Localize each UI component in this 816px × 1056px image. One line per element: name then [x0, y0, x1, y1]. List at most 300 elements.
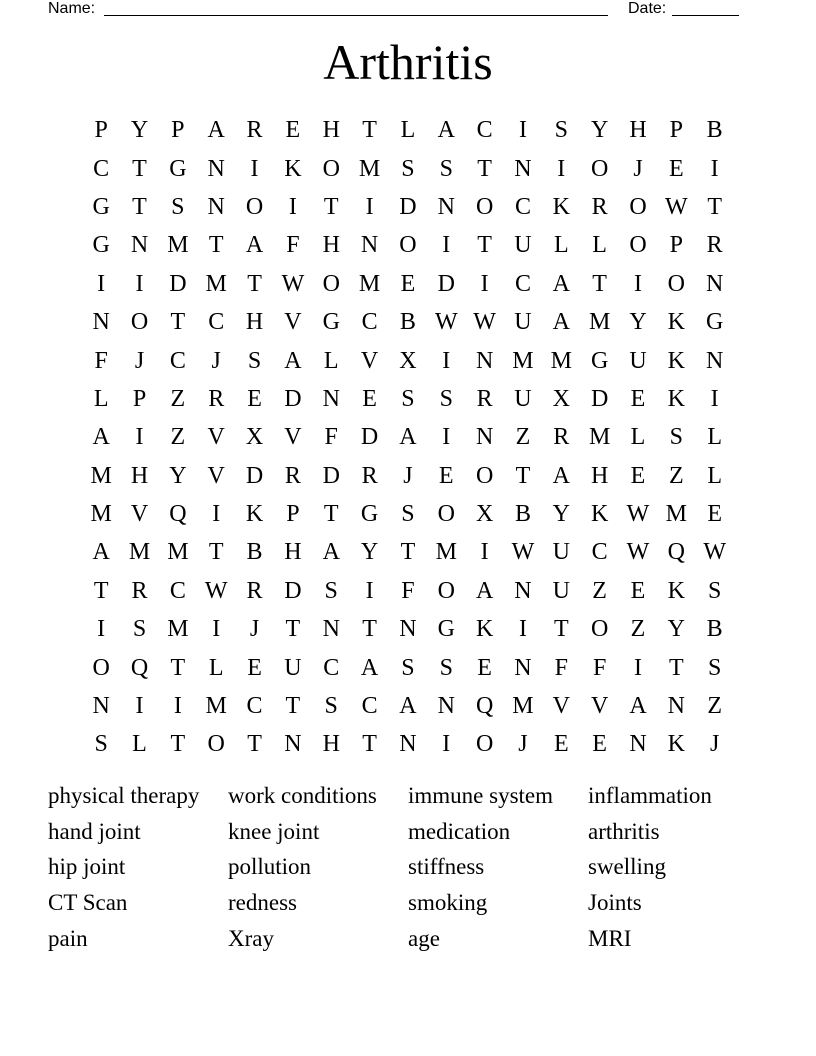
grid-letter[interactable]: T	[208, 232, 224, 259]
date-label: Date:	[628, 0, 667, 17]
grid-letter[interactable]: K	[667, 731, 685, 758]
name-field-line[interactable]	[104, 15, 608, 16]
grid-letter[interactable]: T	[323, 193, 339, 220]
grid-letter[interactable]: K	[245, 501, 264, 528]
grid-letter[interactable]: H	[130, 462, 149, 489]
grid-letter[interactable]: Q	[169, 501, 187, 528]
grid-letter[interactable]: E	[630, 462, 646, 489]
grid-letter[interactable]: B	[706, 117, 723, 144]
grid-letter[interactable]: S	[94, 731, 108, 758]
grid-letter[interactable]: Q	[667, 539, 685, 566]
grid-letter[interactable]: U	[514, 385, 532, 412]
grid-letter[interactable]: C	[514, 193, 531, 220]
grid-letter[interactable]: Z	[592, 577, 607, 604]
grid-letter[interactable]: T	[132, 155, 147, 182]
grid-letter[interactable]: T	[592, 270, 607, 297]
grid-letter[interactable]: O	[667, 270, 685, 297]
grid-row	[82, 265, 734, 303]
grid-letter[interactable]: I	[710, 155, 719, 182]
grid-letter[interactable]: N	[514, 654, 532, 681]
grid-letter[interactable]: K	[590, 501, 609, 528]
grid-letter[interactable]: M	[550, 347, 572, 374]
grid-letter[interactable]: S	[132, 616, 147, 643]
grid-letter[interactable]: N	[667, 693, 685, 720]
grid-letter[interactable]: N	[92, 309, 110, 336]
grid-letter[interactable]: R	[131, 577, 148, 604]
grid-letter[interactable]: H	[245, 309, 264, 336]
grid-letter[interactable]: A	[475, 577, 494, 604]
grid-letter[interactable]: L	[93, 385, 109, 412]
grid-letter[interactable]: I	[212, 501, 221, 528]
grid-letter[interactable]: I	[518, 117, 527, 144]
grid-letter[interactable]: K	[667, 309, 685, 336]
grid-letter[interactable]: M	[512, 347, 534, 374]
grid-letter[interactable]: A	[437, 117, 455, 144]
grid-letter[interactable]: W	[703, 539, 726, 566]
grid-letter[interactable]: H	[322, 117, 340, 144]
grid-letter[interactable]: S	[707, 577, 722, 604]
grid-letter[interactable]: J	[211, 347, 221, 374]
grid-letter[interactable]: E	[668, 155, 684, 182]
grid-letter[interactable]: I	[518, 616, 527, 643]
grid-letter[interactable]: N	[475, 347, 494, 374]
grid-letter[interactable]: C	[591, 539, 608, 566]
grid-letter[interactable]: S	[401, 155, 415, 182]
grid-letter[interactable]: O	[590, 155, 609, 182]
grid-letter[interactable]: S	[171, 193, 185, 220]
grid-letter[interactable]: I	[135, 270, 144, 297]
grid-letter[interactable]: V	[207, 462, 225, 489]
grid-letter[interactable]: T	[707, 193, 722, 220]
grid-letter[interactable]: V	[590, 693, 609, 720]
grid-letter[interactable]: T	[93, 577, 109, 604]
grid-letter[interactable]: J	[633, 155, 643, 182]
grid-letter[interactable]: S	[439, 385, 453, 412]
grid-letter[interactable]: S	[324, 577, 338, 604]
grid-letter[interactable]: L	[592, 232, 607, 259]
grid-letter[interactable]: R	[553, 424, 570, 451]
grid-letter[interactable]: M	[90, 462, 112, 489]
grid-letter[interactable]: A	[360, 654, 379, 681]
grid-letter[interactable]: G	[360, 501, 379, 528]
grid-letter[interactable]: N	[207, 155, 225, 182]
grid-letter[interactable]: N	[130, 232, 149, 259]
grid-letter[interactable]: T	[362, 117, 377, 144]
grid-letter[interactable]: M	[358, 270, 381, 297]
grid-letter[interactable]: R	[246, 117, 263, 144]
grid-letter[interactable]: B	[514, 501, 531, 528]
grid-letter[interactable]: A	[284, 347, 302, 374]
grid-letter[interactable]: T	[170, 731, 186, 758]
grid-letter[interactable]: O	[322, 270, 340, 297]
grid-letter[interactable]: S	[554, 117, 568, 144]
grid-row	[82, 648, 734, 686]
grid-letter[interactable]: C	[169, 577, 186, 604]
grid-letter[interactable]: O	[437, 501, 455, 528]
grid-letter[interactable]: C	[93, 155, 110, 182]
grid-letter[interactable]: S	[669, 424, 683, 451]
grid-letter[interactable]: T	[323, 501, 339, 528]
grid-letter[interactable]: O	[629, 232, 647, 259]
grid-letter[interactable]: A	[552, 462, 570, 489]
grid-letter[interactable]: F	[286, 232, 300, 259]
grid-letter[interactable]: E	[438, 462, 454, 489]
grid-letter[interactable]: U	[629, 347, 647, 374]
grid-letter[interactable]: C	[361, 309, 378, 336]
grid-letter[interactable]: I	[97, 270, 106, 297]
grid-letter[interactable]: W	[434, 309, 458, 336]
grid-letter[interactable]: O	[590, 616, 609, 643]
grid-letter[interactable]: G	[169, 155, 187, 182]
grid-letter[interactable]: C	[323, 654, 340, 681]
grid-letter[interactable]: G	[92, 232, 110, 259]
grid-letter[interactable]: V	[130, 501, 149, 528]
grid-letter[interactable]: E	[477, 654, 492, 681]
grid-letter[interactable]: L	[400, 117, 416, 144]
grid-letter[interactable]: O	[475, 462, 494, 489]
grid-letter[interactable]: E	[592, 731, 607, 758]
grid-letter[interactable]: S	[401, 501, 415, 528]
grid-letter[interactable]: O	[207, 731, 225, 758]
grid-letter[interactable]: I	[173, 693, 182, 720]
grid-letter[interactable]: N	[437, 693, 455, 720]
grid-letter[interactable]: T	[170, 654, 186, 681]
grid-letter[interactable]: Z	[170, 385, 186, 412]
grid-letter[interactable]: E	[400, 270, 416, 297]
grid-letter[interactable]: A	[92, 424, 110, 451]
grid-letter[interactable]: C	[514, 270, 531, 297]
grid-letter[interactable]: H	[322, 731, 340, 758]
grid-letter[interactable]: P	[94, 117, 108, 144]
grid-letter[interactable]: T	[477, 155, 492, 182]
grid-letter[interactable]: Y	[590, 117, 609, 144]
grid-letter[interactable]: I	[365, 193, 374, 220]
grid-letter[interactable]: L	[707, 424, 722, 451]
grid-letter[interactable]: M	[358, 155, 381, 182]
grid-letter[interactable]: M	[512, 693, 534, 720]
grid-letter[interactable]: I	[557, 155, 566, 182]
grid-letter[interactable]: C	[208, 309, 225, 336]
grid-letter[interactable]: D	[399, 193, 417, 220]
grid-letter[interactable]: O	[322, 155, 340, 182]
grid-letter[interactable]: T	[247, 270, 262, 297]
grid-letter[interactable]: A	[245, 232, 264, 259]
grid-letter[interactable]: S	[247, 347, 262, 374]
grid-letter[interactable]: N	[322, 385, 340, 412]
grid-letter[interactable]: W	[665, 193, 688, 220]
grid-letter[interactable]: Z	[668, 462, 684, 489]
grid-letter[interactable]: T	[247, 731, 262, 758]
grid-letter[interactable]: S	[439, 155, 453, 182]
grid-letter[interactable]: A	[552, 309, 570, 336]
grid-letter[interactable]: O	[399, 232, 417, 259]
word-list-item: inflammation	[588, 782, 712, 808]
grid-letter[interactable]: A	[629, 693, 647, 720]
grid-letter[interactable]: Z	[515, 424, 531, 451]
grid-letter[interactable]: C	[246, 693, 263, 720]
grid-letter[interactable]: D	[245, 462, 264, 489]
grid-letter[interactable]: K	[284, 155, 302, 182]
grid-letter[interactable]: B	[246, 539, 263, 566]
grid-letter[interactable]: Q	[130, 654, 149, 681]
grid-letter[interactable]: I	[250, 155, 259, 182]
grid-letter[interactable]: H	[629, 117, 647, 144]
grid-letter[interactable]: A	[92, 539, 110, 566]
grid-letter[interactable]: K	[475, 616, 494, 643]
grid-letter[interactable]: N	[207, 193, 225, 220]
grid-letter[interactable]: W	[473, 309, 496, 336]
grid-letter[interactable]: M	[167, 539, 189, 566]
grid-letter[interactable]: L	[630, 424, 646, 451]
grid-letter[interactable]: D	[169, 270, 187, 297]
grid-letter[interactable]: G	[322, 309, 340, 336]
grid-letter[interactable]: M	[167, 616, 189, 643]
grid-letter[interactable]: N	[706, 347, 724, 374]
grid-letter[interactable]: E	[707, 501, 722, 528]
grid-letter[interactable]: E	[285, 117, 301, 144]
grid-letter[interactable]: K	[667, 347, 685, 374]
grid-letter[interactable]: O	[130, 309, 149, 336]
grid-letter[interactable]: N	[284, 731, 302, 758]
grid-letter[interactable]: M	[588, 424, 611, 451]
grid-letter[interactable]: U	[552, 539, 570, 566]
grid-letter[interactable]: J	[518, 731, 528, 758]
grid-letter[interactable]: B	[706, 616, 723, 643]
grid-letter[interactable]: T	[400, 539, 416, 566]
grid-letter[interactable]: D	[437, 270, 455, 297]
grid-letter[interactable]: T	[132, 193, 147, 220]
grid-letter[interactable]: I	[710, 385, 719, 412]
grid-letter[interactable]: R	[284, 462, 301, 489]
grid-letter[interactable]: S	[324, 693, 338, 720]
grid-letter[interactable]: W	[511, 539, 535, 566]
grid-letter[interactable]: A	[399, 424, 417, 451]
grid-letter[interactable]: N	[399, 616, 417, 643]
grid-letter[interactable]: I	[97, 616, 106, 643]
grid-letter[interactable]: M	[205, 693, 227, 720]
grid-letter[interactable]: G	[92, 193, 110, 220]
grid-letter[interactable]: D	[360, 424, 379, 451]
grid-letter[interactable]: S	[439, 654, 453, 681]
grid-letter[interactable]: T	[668, 654, 684, 681]
grid-letter[interactable]: Z	[707, 693, 722, 720]
grid-letter[interactable]: Y	[552, 501, 570, 528]
grid-letter[interactable]: S	[401, 385, 415, 412]
grid-letter[interactable]: I	[480, 539, 489, 566]
grid-letter[interactable]: C	[169, 347, 186, 374]
grid-letter[interactable]: N	[514, 155, 532, 182]
grid-letter[interactable]: L	[553, 232, 569, 259]
grid-letter[interactable]: F	[592, 654, 607, 681]
grid-row	[82, 341, 734, 379]
grid-letter[interactable]: R	[246, 577, 263, 604]
grid-letter[interactable]: M	[665, 501, 687, 528]
grid-letter[interactable]: X	[552, 385, 570, 412]
grid-letter[interactable]: T	[362, 731, 377, 758]
grid-letter[interactable]: I	[365, 577, 374, 604]
grid-letter[interactable]: A	[207, 117, 225, 144]
grid-letter[interactable]: E	[247, 654, 262, 681]
word-list-item: stiffness	[408, 854, 485, 880]
grid-letter[interactable]: E	[553, 731, 569, 758]
grid-letter[interactable]: C	[476, 117, 493, 144]
grid-letter[interactable]: M	[588, 309, 611, 336]
grid-letter[interactable]: K	[667, 577, 685, 604]
grid-letter[interactable]: T	[208, 539, 224, 566]
grid-letter[interactable]: D	[322, 462, 340, 489]
grid-letter[interactable]: J	[710, 731, 720, 758]
grid-letter[interactable]: R	[591, 193, 608, 220]
grid-letter[interactable]: N	[399, 731, 417, 758]
grid-letter[interactable]: N	[514, 577, 532, 604]
grid-letter[interactable]: E	[247, 385, 262, 412]
grid-letter[interactable]: I	[442, 232, 451, 259]
grid-letter[interactable]: I	[288, 193, 297, 220]
grid-letter[interactable]: B	[399, 309, 416, 336]
grid-letter[interactable]: I	[135, 693, 144, 720]
grid-letter[interactable]: X	[245, 424, 264, 451]
grid-letter[interactable]: C	[361, 693, 378, 720]
grid-letter[interactable]: H	[284, 539, 302, 566]
grid-letter[interactable]: N	[475, 424, 494, 451]
grid-letter[interactable]: Z	[630, 616, 646, 643]
grid-letter[interactable]: E	[630, 577, 646, 604]
grid-letter[interactable]: R	[361, 462, 378, 489]
grid-letter[interactable]: N	[322, 616, 340, 643]
grid-letter[interactable]: Q	[475, 693, 494, 720]
grid-letter[interactable]: D	[284, 577, 302, 604]
grid-letter[interactable]: V	[207, 424, 225, 451]
grid-letter[interactable]: M	[205, 270, 227, 297]
grid-letter[interactable]: E	[362, 385, 377, 412]
grid-letter[interactable]: H	[590, 462, 609, 489]
grid-letter[interactable]: F	[324, 424, 338, 451]
grid-letter[interactable]: L	[132, 731, 147, 758]
grid-letter[interactable]: T	[170, 309, 186, 336]
word-list-item: immune system	[408, 782, 554, 808]
grid-letter[interactable]: P	[132, 385, 147, 412]
grid-letter[interactable]: M	[167, 232, 189, 259]
grid-letter[interactable]: W	[204, 577, 228, 604]
grid-letter[interactable]: D	[284, 385, 302, 412]
grid-letter[interactable]: T	[553, 616, 569, 643]
grid-letter[interactable]: J	[249, 616, 260, 643]
grid-letter[interactable]: I	[480, 270, 489, 297]
grid-letter[interactable]: U	[552, 577, 570, 604]
grid-letter[interactable]: W	[281, 270, 305, 297]
grid-letter[interactable]: X	[399, 347, 417, 374]
word-list-row	[48, 885, 768, 921]
grid-letter[interactable]: O	[629, 193, 647, 220]
grid-letter[interactable]: S	[401, 654, 415, 681]
grid-letter[interactable]: D	[590, 385, 609, 412]
grid-letter[interactable]: L	[707, 462, 722, 489]
grid-letter[interactable]: Y	[360, 539, 379, 566]
grid-letter[interactable]: W	[626, 539, 650, 566]
grid-letter[interactable]: M	[128, 539, 151, 566]
grid-letter[interactable]: I	[442, 424, 451, 451]
grid-letter[interactable]: O	[475, 731, 494, 758]
grid-letter[interactable]: I	[633, 654, 642, 681]
grid-letter[interactable]: I	[633, 270, 642, 297]
grid-letter[interactable]: T	[285, 616, 301, 643]
grid-letter[interactable]: T	[362, 616, 377, 643]
grid-letter[interactable]: Y	[169, 462, 187, 489]
grid-letter[interactable]: J	[134, 347, 145, 374]
grid-letter[interactable]: U	[514, 232, 532, 259]
grid-letter[interactable]: N	[706, 270, 724, 297]
grid-letter[interactable]: F	[401, 577, 415, 604]
grid-letter[interactable]: P	[286, 501, 300, 528]
grid-letter[interactable]: O	[437, 577, 455, 604]
grid-letter[interactable]: P	[171, 117, 185, 144]
grid-letter[interactable]: F	[94, 347, 108, 374]
grid-letter[interactable]: M	[435, 539, 457, 566]
grid-letter[interactable]: O	[475, 193, 494, 220]
grid-letter[interactable]: N	[629, 731, 647, 758]
grid-letter[interactable]: I	[442, 347, 451, 374]
grid-letter[interactable]: N	[360, 232, 379, 259]
grid-letter[interactable]: U	[284, 654, 302, 681]
grid-letter[interactable]: T	[285, 693, 301, 720]
grid-letter[interactable]: N	[437, 193, 455, 220]
grid-letter[interactable]: I	[135, 424, 144, 451]
grid-letter[interactable]: K	[667, 385, 685, 412]
grid-letter[interactable]: M	[90, 501, 112, 528]
grid-letter[interactable]: V	[360, 347, 379, 374]
grid-letter[interactable]: G	[437, 616, 455, 643]
grid-letter[interactable]: Y	[667, 616, 685, 643]
grid-letter[interactable]: V	[284, 424, 302, 451]
grid-letter[interactable]: V	[284, 309, 302, 336]
date-field-line[interactable]	[672, 15, 739, 16]
grid-letter[interactable]: X	[475, 501, 494, 528]
grid-letter[interactable]: W	[626, 501, 650, 528]
grid-letter[interactable]: I	[442, 731, 451, 758]
grid-letter[interactable]: O	[245, 193, 264, 220]
grid-letter[interactable]: Y	[629, 309, 647, 336]
grid-letter[interactable]: I	[212, 616, 221, 643]
grid-letter[interactable]: R	[208, 385, 225, 412]
grid-letter[interactable]: S	[707, 654, 722, 681]
grid-letter[interactable]: J	[403, 462, 413, 489]
grid-letter[interactable]: L	[323, 347, 339, 374]
grid-letter[interactable]: A	[322, 539, 340, 566]
grid-letter[interactable]: T	[515, 462, 531, 489]
grid-letter[interactable]: A	[552, 270, 570, 297]
grid-letter[interactable]: A	[399, 693, 417, 720]
grid-letter[interactable]: L	[208, 654, 224, 681]
grid-letter[interactable]: R	[476, 385, 493, 412]
grid-letter[interactable]: Z	[170, 424, 186, 451]
grid-letter[interactable]: K	[552, 193, 570, 220]
grid-letter[interactable]: P	[669, 117, 683, 144]
grid-letter[interactable]: N	[92, 693, 110, 720]
grid-letter[interactable]: G	[590, 347, 609, 374]
grid-letter[interactable]: H	[322, 232, 340, 259]
grid-letter[interactable]: V	[552, 693, 570, 720]
grid-letter[interactable]: U	[514, 309, 532, 336]
grid-letter[interactable]: G	[706, 309, 724, 336]
grid-letter[interactable]: Y	[130, 117, 149, 144]
grid-row	[82, 149, 734, 187]
grid-letter[interactable]: E	[630, 385, 646, 412]
grid-letter[interactable]: P	[669, 232, 683, 259]
grid-letter[interactable]: O	[92, 654, 110, 681]
grid-letter[interactable]: R	[706, 232, 723, 259]
grid-letter[interactable]: T	[477, 232, 492, 259]
grid-letter[interactable]: F	[554, 654, 568, 681]
